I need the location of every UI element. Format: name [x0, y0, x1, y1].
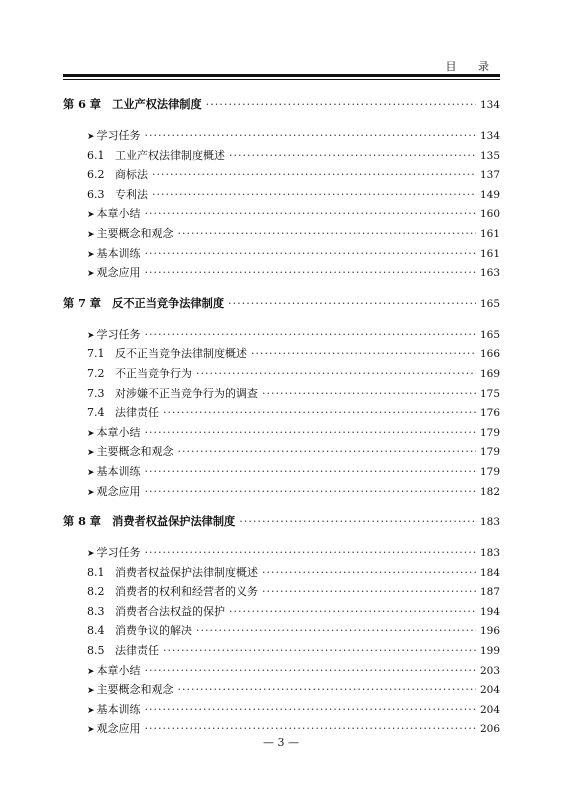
toc-entry-label	[87, 564, 258, 580]
toc-page-number: 134	[479, 130, 500, 142]
toc-page-number: 161	[479, 247, 500, 260]
dot-leader	[145, 129, 476, 142]
toc-entry-row[interactable]	[63, 603, 500, 623]
toc-page-number: 206	[479, 723, 500, 736]
toc-entry-text: 观念应用	[96, 266, 141, 280]
arrow-bullet-icon: ➤	[87, 467, 95, 478]
arrow-bullet-icon: ➤	[87, 210, 95, 221]
arrow-bullet-icon: ➤	[87, 269, 95, 280]
toc-entry-row[interactable]	[63, 681, 500, 701]
arrow-bullet-icon: ➤	[87, 487, 95, 498]
dot-leader	[163, 406, 476, 419]
section-number: 6.2	[87, 168, 105, 182]
toc-entry-text: 学习任务	[96, 546, 141, 560]
toc-entry-text: 消费者合法权益的保护	[115, 604, 225, 618]
arrow-bullet-icon: ➤	[87, 229, 95, 240]
dot-leader	[145, 207, 476, 220]
toc-entry-label	[87, 443, 174, 459]
dot-leader	[145, 485, 476, 498]
section-number: 7.1	[87, 347, 105, 361]
section-number: 6.3	[87, 187, 105, 201]
toc-entry-label	[87, 345, 247, 361]
toc-entry-row[interactable]	[63, 642, 500, 662]
toc-entry-label	[87, 245, 141, 261]
toc-gap	[63, 533, 500, 544]
dot-leader	[145, 664, 476, 677]
section-number: 6.1	[87, 148, 105, 162]
toc-entry-text: 消费者的权利和经营者的义务	[115, 585, 258, 599]
toc-entry-label	[87, 326, 141, 342]
toc-chapter-row[interactable]	[63, 513, 500, 533]
dot-leader	[152, 188, 476, 201]
toc-entry-label	[87, 681, 174, 697]
dot-leader	[229, 605, 476, 618]
arrow-bullet-icon: ➤	[87, 705, 95, 716]
toc-page-number: 199	[479, 645, 500, 658]
toc-entry-row[interactable]	[63, 127, 500, 147]
toc-page-number: 179	[479, 446, 500, 459]
dot-leader	[145, 722, 476, 735]
toc-entry-row[interactable]	[63, 385, 500, 405]
arrow-bullet-icon: ➤	[87, 330, 95, 341]
toc-page-number: 175	[479, 387, 500, 400]
toc-entry-label	[87, 463, 141, 479]
dot-leader	[262, 585, 476, 598]
toc-entry-text: 本章小结	[96, 663, 141, 677]
toc-entry-row[interactable]	[63, 583, 500, 603]
dot-leader	[262, 566, 476, 579]
dot-leader	[145, 426, 476, 439]
toc-entry-label	[87, 642, 159, 658]
toc-entry-row[interactable]	[63, 404, 500, 424]
toc-entry-text: 消费者权益保护法律制度概述	[115, 565, 258, 579]
toc-page-number: 204	[479, 684, 500, 697]
section-number: 7.3	[87, 386, 105, 400]
dot-leader	[196, 367, 476, 380]
toc-entry-label	[87, 603, 225, 619]
toc-entry-label	[87, 404, 159, 420]
toc-entry-row[interactable]	[63, 443, 500, 463]
toc-page-number: 182	[479, 485, 500, 498]
toc-entry-text: 学习任务	[96, 129, 141, 142]
toc-entry-row[interactable]	[63, 463, 500, 483]
toc-page-number: 187	[479, 586, 500, 599]
toc-entry-text: 学习任务	[96, 327, 141, 341]
toc-entry-label	[87, 662, 141, 678]
toc-entry-row[interactable]	[63, 245, 500, 265]
toc-entry-text: 主要概念和观念	[96, 445, 174, 459]
toc-entry-row[interactable]	[63, 662, 500, 682]
toc-entry-row[interactable]	[63, 166, 500, 186]
toc-entry-row[interactable]	[63, 326, 500, 346]
toc-entry-label	[87, 365, 192, 381]
toc-entry-label	[87, 166, 148, 182]
section-number: 7.4	[87, 406, 105, 420]
toc-entry-text: 反不正当竞争法律制度概述	[115, 347, 247, 361]
toc-entry-label	[87, 424, 141, 440]
dot-leader	[163, 644, 476, 657]
arrow-bullet-icon: ➤	[87, 132, 95, 142]
dot-leader	[251, 347, 476, 360]
arrow-bullet-icon: ➤	[87, 549, 95, 560]
dot-leader	[152, 168, 476, 181]
toc-entry-label	[87, 701, 141, 717]
toc-page-number: 204	[479, 703, 500, 716]
toc-entry-text: 第 6 章 工业产权法律制度	[63, 97, 202, 111]
dot-leader	[239, 515, 476, 528]
arrow-bullet-icon: ➤	[87, 725, 95, 736]
toc-entry-text: 不正当竞争行为	[115, 366, 192, 380]
arrow-bullet-icon: ➤	[87, 686, 95, 697]
toc-entry-text: 法律责任	[115, 406, 159, 420]
dot-leader	[178, 683, 476, 696]
toc-entry-label	[87, 622, 192, 638]
section-number: 7.2	[87, 366, 105, 380]
toc-entry-row[interactable]	[63, 264, 500, 284]
arrow-bullet-icon: ➤	[87, 448, 95, 459]
toc-entry-row[interactable]	[63, 701, 500, 721]
toc-entry-text: 基本训练	[96, 246, 141, 260]
toc-entry-text: 基本训练	[96, 464, 141, 478]
toc-entry-label	[87, 127, 141, 143]
section-number: 8.5	[87, 644, 105, 658]
toc-page-number: 163	[479, 267, 500, 280]
toc-entry-text: 本章小结	[96, 425, 141, 439]
toc-chapter-row[interactable]	[63, 295, 500, 315]
toc-page-number: 194	[479, 605, 500, 618]
toc-entry-row[interactable]	[63, 345, 500, 365]
toc-entry-label	[87, 483, 141, 499]
toc-gap	[63, 502, 500, 513]
toc-entry-label	[87, 225, 174, 241]
toc-entry-text: 主要概念和观念	[96, 226, 174, 240]
toc-entry-row[interactable]	[63, 365, 500, 385]
dot-leader	[178, 445, 476, 458]
toc-entry-text: 法律责任	[115, 644, 159, 658]
toc-page-number: 149	[479, 188, 500, 201]
toc-entry-row[interactable]	[63, 147, 500, 167]
dot-leader	[145, 328, 476, 341]
arrow-bullet-icon: ➤	[87, 428, 95, 439]
dot-leader	[228, 297, 476, 310]
toc-page-number: 160	[479, 208, 500, 221]
toc-entry-label	[87, 385, 258, 401]
toc-entry-label	[63, 96, 202, 112]
toc-entry-row[interactable]	[63, 564, 500, 584]
toc-page-number: 137	[479, 169, 500, 182]
toc-entry-label	[63, 513, 235, 529]
header-rule-thin	[63, 79, 500, 80]
dot-leader	[196, 624, 476, 637]
toc-entry-label	[87, 186, 148, 202]
toc-gap	[63, 315, 500, 326]
toc-page-number: 196	[479, 625, 500, 638]
toc-entry-text: 消费争议的解决	[115, 624, 192, 638]
toc-entry-text: 观念应用	[96, 484, 141, 498]
toc-page-number: 203	[479, 664, 500, 677]
toc-entry-text: 对涉嫌不正当竞争行为的调查	[115, 386, 258, 400]
toc-page-number: 161	[479, 227, 500, 240]
toc-page-number: 135	[479, 149, 500, 162]
arrow-bullet-icon: ➤	[87, 666, 95, 677]
running-header	[63, 58, 500, 72]
dot-leader	[262, 387, 476, 400]
toc-page-number: 179	[479, 465, 500, 478]
toc-entry-row[interactable]	[63, 622, 500, 642]
toc-entry-text: 专利法	[115, 187, 148, 201]
toc-entry-label	[87, 720, 141, 736]
toc-page-number: 169	[479, 367, 500, 380]
header-rule-thick	[63, 74, 500, 77]
toc-page-number: 134	[479, 99, 500, 111]
toc-page-number: 166	[479, 348, 500, 361]
section-number: 8.2	[87, 585, 105, 599]
toc-entry-row[interactable]	[63, 186, 500, 206]
section-number: 8.3	[87, 604, 105, 618]
arrow-bullet-icon: ➤	[87, 249, 95, 260]
toc-entry-label	[87, 147, 225, 163]
toc-entry-row[interactable]	[63, 225, 500, 245]
dot-leader	[145, 266, 476, 279]
toc-page-number: 179	[479, 426, 500, 439]
toc-entry-text: 商标法	[115, 168, 148, 182]
toc-gap	[63, 284, 500, 295]
header-title: 目 录	[445, 60, 498, 73]
dot-leader	[206, 98, 476, 111]
toc-entry-row[interactable]	[63, 544, 500, 564]
toc-page-number: 176	[479, 407, 500, 420]
toc-entry-text: 主要概念和观念	[96, 683, 174, 697]
toc-entry-label	[87, 205, 141, 221]
toc-entry-text: 第 7 章 反不正当竞争法律制度	[63, 295, 225, 310]
toc-gap	[63, 116, 500, 127]
toc-entry-row[interactable]	[63, 205, 500, 225]
page-number: — 3 —	[263, 736, 299, 749]
toc-entry-label	[87, 264, 141, 280]
toc-entry-label	[87, 544, 141, 560]
toc-entry-text: 本章小结	[96, 207, 141, 221]
toc-page-number: 183	[479, 547, 500, 560]
dot-leader	[145, 247, 476, 260]
toc-entry-label	[87, 583, 258, 599]
toc-chapter-row[interactable]	[63, 96, 500, 116]
toc-page-number: 165	[479, 328, 500, 341]
table-of-contents	[63, 96, 500, 740]
toc-entry-label	[63, 295, 224, 311]
section-number: 8.4	[87, 624, 105, 638]
toc-page-number: 184	[479, 566, 500, 579]
toc-entry-row[interactable]	[63, 483, 500, 503]
dot-leader	[145, 703, 476, 716]
toc-entry-row[interactable]	[63, 424, 500, 444]
toc-page-number: 183	[479, 516, 500, 529]
toc-entry-text: 工业产权法律制度概述	[115, 148, 225, 162]
dot-leader	[145, 465, 476, 478]
toc-page-number: 165	[479, 297, 500, 310]
section-number: 8.1	[87, 565, 105, 579]
dot-leader	[229, 149, 476, 162]
dot-leader	[145, 546, 476, 559]
toc-entry-text: 观念应用	[96, 722, 141, 736]
dot-leader	[178, 227, 476, 240]
toc-entry-text: 第 8 章 消费者权益保护法律制度	[63, 514, 236, 529]
toc-entry-text: 基本训练	[96, 702, 141, 716]
